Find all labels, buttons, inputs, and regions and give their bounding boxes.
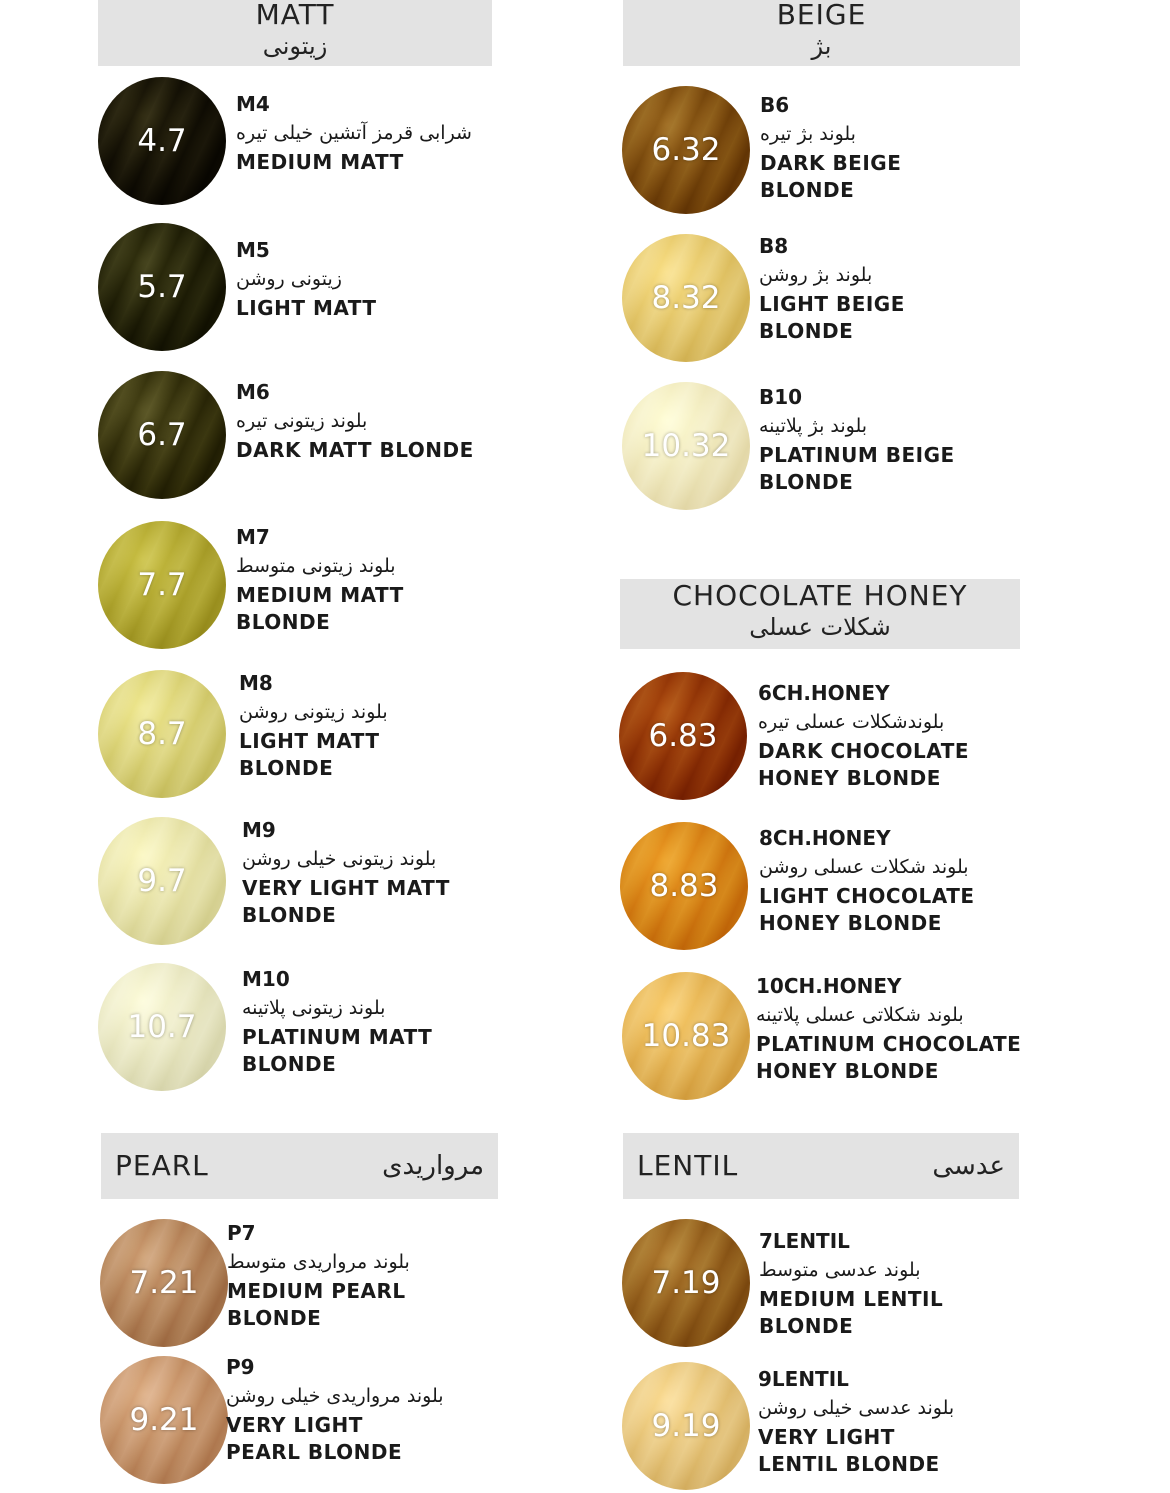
color-id: B8	[759, 234, 789, 258]
shade-code: 8.32	[651, 280, 721, 316]
color-label-b8	[759, 233, 905, 345]
color-id: M4	[236, 92, 270, 116]
color-name-fa: بلوند زیتونی خیلی روشن	[242, 848, 437, 870]
color-swatch-m4	[98, 77, 226, 205]
color-label-6ch-honey	[758, 680, 969, 792]
color-name-en: DARK BEIGE	[760, 151, 902, 175]
color-label-m4	[236, 91, 472, 176]
color-label-b10	[759, 384, 955, 496]
color-name-fa: بلوند بژ روشن	[759, 264, 873, 286]
color-name-en: LIGHT CHOCOLATE	[759, 884, 975, 908]
lentil-title: LENTIL	[637, 1149, 739, 1182]
color-name-en-line2: LENTIL BLONDE	[758, 1452, 940, 1476]
color-name-en-line2: BLONDE	[242, 1052, 337, 1076]
shade-code: 9.19	[651, 1408, 721, 1444]
color-swatch-m9	[98, 817, 226, 945]
color-label-7lentil	[759, 1228, 943, 1340]
color-swatch-m8	[98, 670, 226, 798]
color-name-en-line2: HONEY BLONDE	[756, 1059, 939, 1083]
shade-code: 5.7	[137, 269, 187, 305]
color-name-en: MEDIUM PEARL	[227, 1279, 406, 1303]
color-name-en-line2: BLONDE	[242, 903, 337, 927]
color-name-en-line2: BLONDE	[227, 1306, 322, 1330]
shade-code: 10.83	[641, 1018, 731, 1054]
chocolate-honey-section-header	[620, 579, 1020, 649]
color-swatch-10ch-honey	[622, 972, 750, 1100]
color-name-en-line2: HONEY BLONDE	[759, 911, 942, 935]
color-name-fa: بلوند زیتونی پلاتینه	[242, 997, 386, 1019]
color-name-en: VERY LIGHT	[226, 1413, 363, 1437]
color-label-m9	[242, 817, 450, 929]
color-name-fa: بلوند زیتونی تیره	[236, 410, 368, 432]
color-name-en-line2: BLONDE	[760, 178, 855, 202]
color-id: 6CH.HONEY	[758, 681, 890, 705]
shade-code: 9.7	[137, 863, 187, 899]
shade-code: 4.7	[137, 123, 187, 159]
color-name-fa: بلوند مرواریدی متوسط	[227, 1251, 410, 1273]
color-id: M9	[242, 818, 276, 842]
color-swatch-8ch-honey	[620, 822, 748, 950]
color-id: 10CH.HONEY	[756, 974, 902, 998]
shade-code: 10.32	[641, 428, 731, 464]
shade-code: 6.32	[651, 132, 721, 168]
color-id: P7	[227, 1221, 256, 1245]
color-name-en-line2: BLONDE	[759, 1314, 854, 1338]
color-swatch-9lentil	[622, 1362, 750, 1490]
color-name-en-line2: PEARL BLONDE	[226, 1440, 403, 1464]
color-name-en: PLATINUM CHOCOLATE	[756, 1032, 1022, 1056]
color-name-fa: بلوندشکلات عسلی تیره	[758, 711, 945, 733]
color-name-fa: بلوند شکلاتی عسلی پلاتینه	[756, 1004, 964, 1026]
color-name-fa: بلوند بژ پلاتینه	[759, 415, 868, 437]
color-name-fa: بلوند عدسی متوسط	[759, 1259, 921, 1281]
shade-code: 7.7	[137, 567, 187, 603]
color-name-fa: شرابی قرمز آتشین خیلی تیره	[236, 122, 472, 144]
color-id: M8	[239, 671, 273, 695]
color-name-en-line2: HONEY BLONDE	[758, 766, 941, 790]
color-label-m6	[236, 379, 474, 464]
color-name-en: DARK CHOCOLATE	[758, 739, 970, 763]
color-name-en: MEDIUM LENTIL	[759, 1287, 944, 1311]
shade-code: 7.21	[129, 1265, 199, 1301]
color-name-en-line2: BLONDE	[759, 470, 854, 494]
color-name-en: MEDIUM MATT	[236, 583, 404, 607]
shade-code: 6.83	[648, 718, 718, 754]
lentil-section-header	[623, 1133, 1019, 1199]
chocolate-honey-title: CHOCOLATE HONEY	[672, 579, 968, 612]
color-swatch-m6	[98, 371, 226, 499]
color-label-m10	[242, 966, 432, 1078]
color-name-fa: بلوند زیتونی روشن	[239, 701, 388, 723]
color-id: 8CH.HONEY	[759, 826, 891, 850]
color-swatch-b10	[622, 382, 750, 510]
color-name-fa: بلوند بژ تیره	[760, 123, 856, 145]
color-name-fa: بلوند مرواریدی خیلی روشن	[226, 1385, 444, 1407]
color-name-fa: بلوند عدسی خیلی روشن	[758, 1397, 955, 1419]
color-swatch-b8	[622, 234, 750, 362]
color-swatch-m7	[98, 521, 226, 649]
shade-code: 8.83	[649, 868, 719, 904]
color-swatch-p7	[100, 1219, 228, 1347]
matt-title: MATT	[255, 0, 335, 31]
color-swatch-b6	[622, 86, 750, 214]
color-id: 7LENTIL	[759, 1229, 850, 1253]
shade-code: 7.19	[651, 1265, 721, 1301]
color-name-en: LIGHT MATT	[239, 729, 380, 753]
color-name-en: PLATINUM BEIGE	[759, 443, 955, 467]
color-name-en-line2: BLONDE	[759, 319, 854, 343]
color-label-b6	[760, 92, 901, 204]
color-label-m8	[239, 670, 388, 782]
color-name-fa: زیتونی روشن	[236, 268, 342, 290]
color-name-en-line2: BLONDE	[236, 610, 331, 634]
color-id: M7	[236, 525, 270, 549]
color-name-en-line2: BLONDE	[239, 756, 334, 780]
shade-code: 10.7	[127, 1009, 197, 1045]
color-swatch-6ch-honey	[619, 672, 747, 800]
color-name-en: VERY LIGHT	[758, 1425, 895, 1449]
color-name-en: LIGHT MATT	[236, 296, 377, 320]
beige-title: BEIGE	[776, 0, 867, 31]
color-label-10ch-honey	[756, 973, 1021, 1085]
color-label-p7	[227, 1220, 410, 1332]
color-id: M6	[236, 380, 270, 404]
color-swatch-m10	[98, 963, 226, 1091]
color-id: P9	[226, 1355, 255, 1379]
beige-section-header	[623, 0, 1020, 66]
matt-section-header	[98, 0, 492, 66]
color-name-fa: بلوند شکلات عسلی روشن	[759, 856, 969, 878]
shade-code: 6.7	[137, 417, 187, 453]
color-swatch-p9	[100, 1356, 228, 1484]
color-name-en: VERY LIGHT MATT	[242, 876, 450, 900]
color-id: B10	[759, 385, 803, 409]
pearl-title: PEARL	[115, 1149, 209, 1182]
shade-code: 9.21	[129, 1402, 199, 1438]
color-id: B6	[760, 93, 790, 117]
color-label-8ch-honey	[759, 825, 975, 937]
color-name-en: PLATINUM MATT	[242, 1025, 433, 1049]
color-swatch-7lentil	[622, 1219, 750, 1347]
beige-title-fa: بژ	[811, 32, 832, 60]
color-label-9lentil	[758, 1366, 954, 1478]
color-label-m7	[236, 524, 404, 636]
color-name-fa: بلوند زیتونی متوسط	[236, 555, 396, 577]
color-swatch-m5	[98, 223, 226, 351]
color-id: M5	[236, 238, 270, 262]
color-id: M10	[242, 967, 290, 991]
color-id: 9LENTIL	[758, 1367, 849, 1391]
lentil-title-fa: عدسی	[932, 1151, 1005, 1181]
color-label-p9	[226, 1354, 444, 1466]
pearl-title-fa: مرواریدی	[382, 1151, 484, 1181]
color-name-en: DARK MATT BLONDE	[236, 438, 474, 462]
matt-title-fa: زیتونی	[262, 32, 328, 60]
color-label-m5	[236, 237, 377, 322]
shade-code: 8.7	[137, 716, 187, 752]
color-name-en: MEDIUM MATT	[236, 150, 404, 174]
pearl-section-header	[101, 1133, 498, 1199]
chocolate-honey-title-fa: شکلات عسلی	[749, 613, 891, 641]
color-name-en: LIGHT BEIGE	[759, 292, 905, 316]
